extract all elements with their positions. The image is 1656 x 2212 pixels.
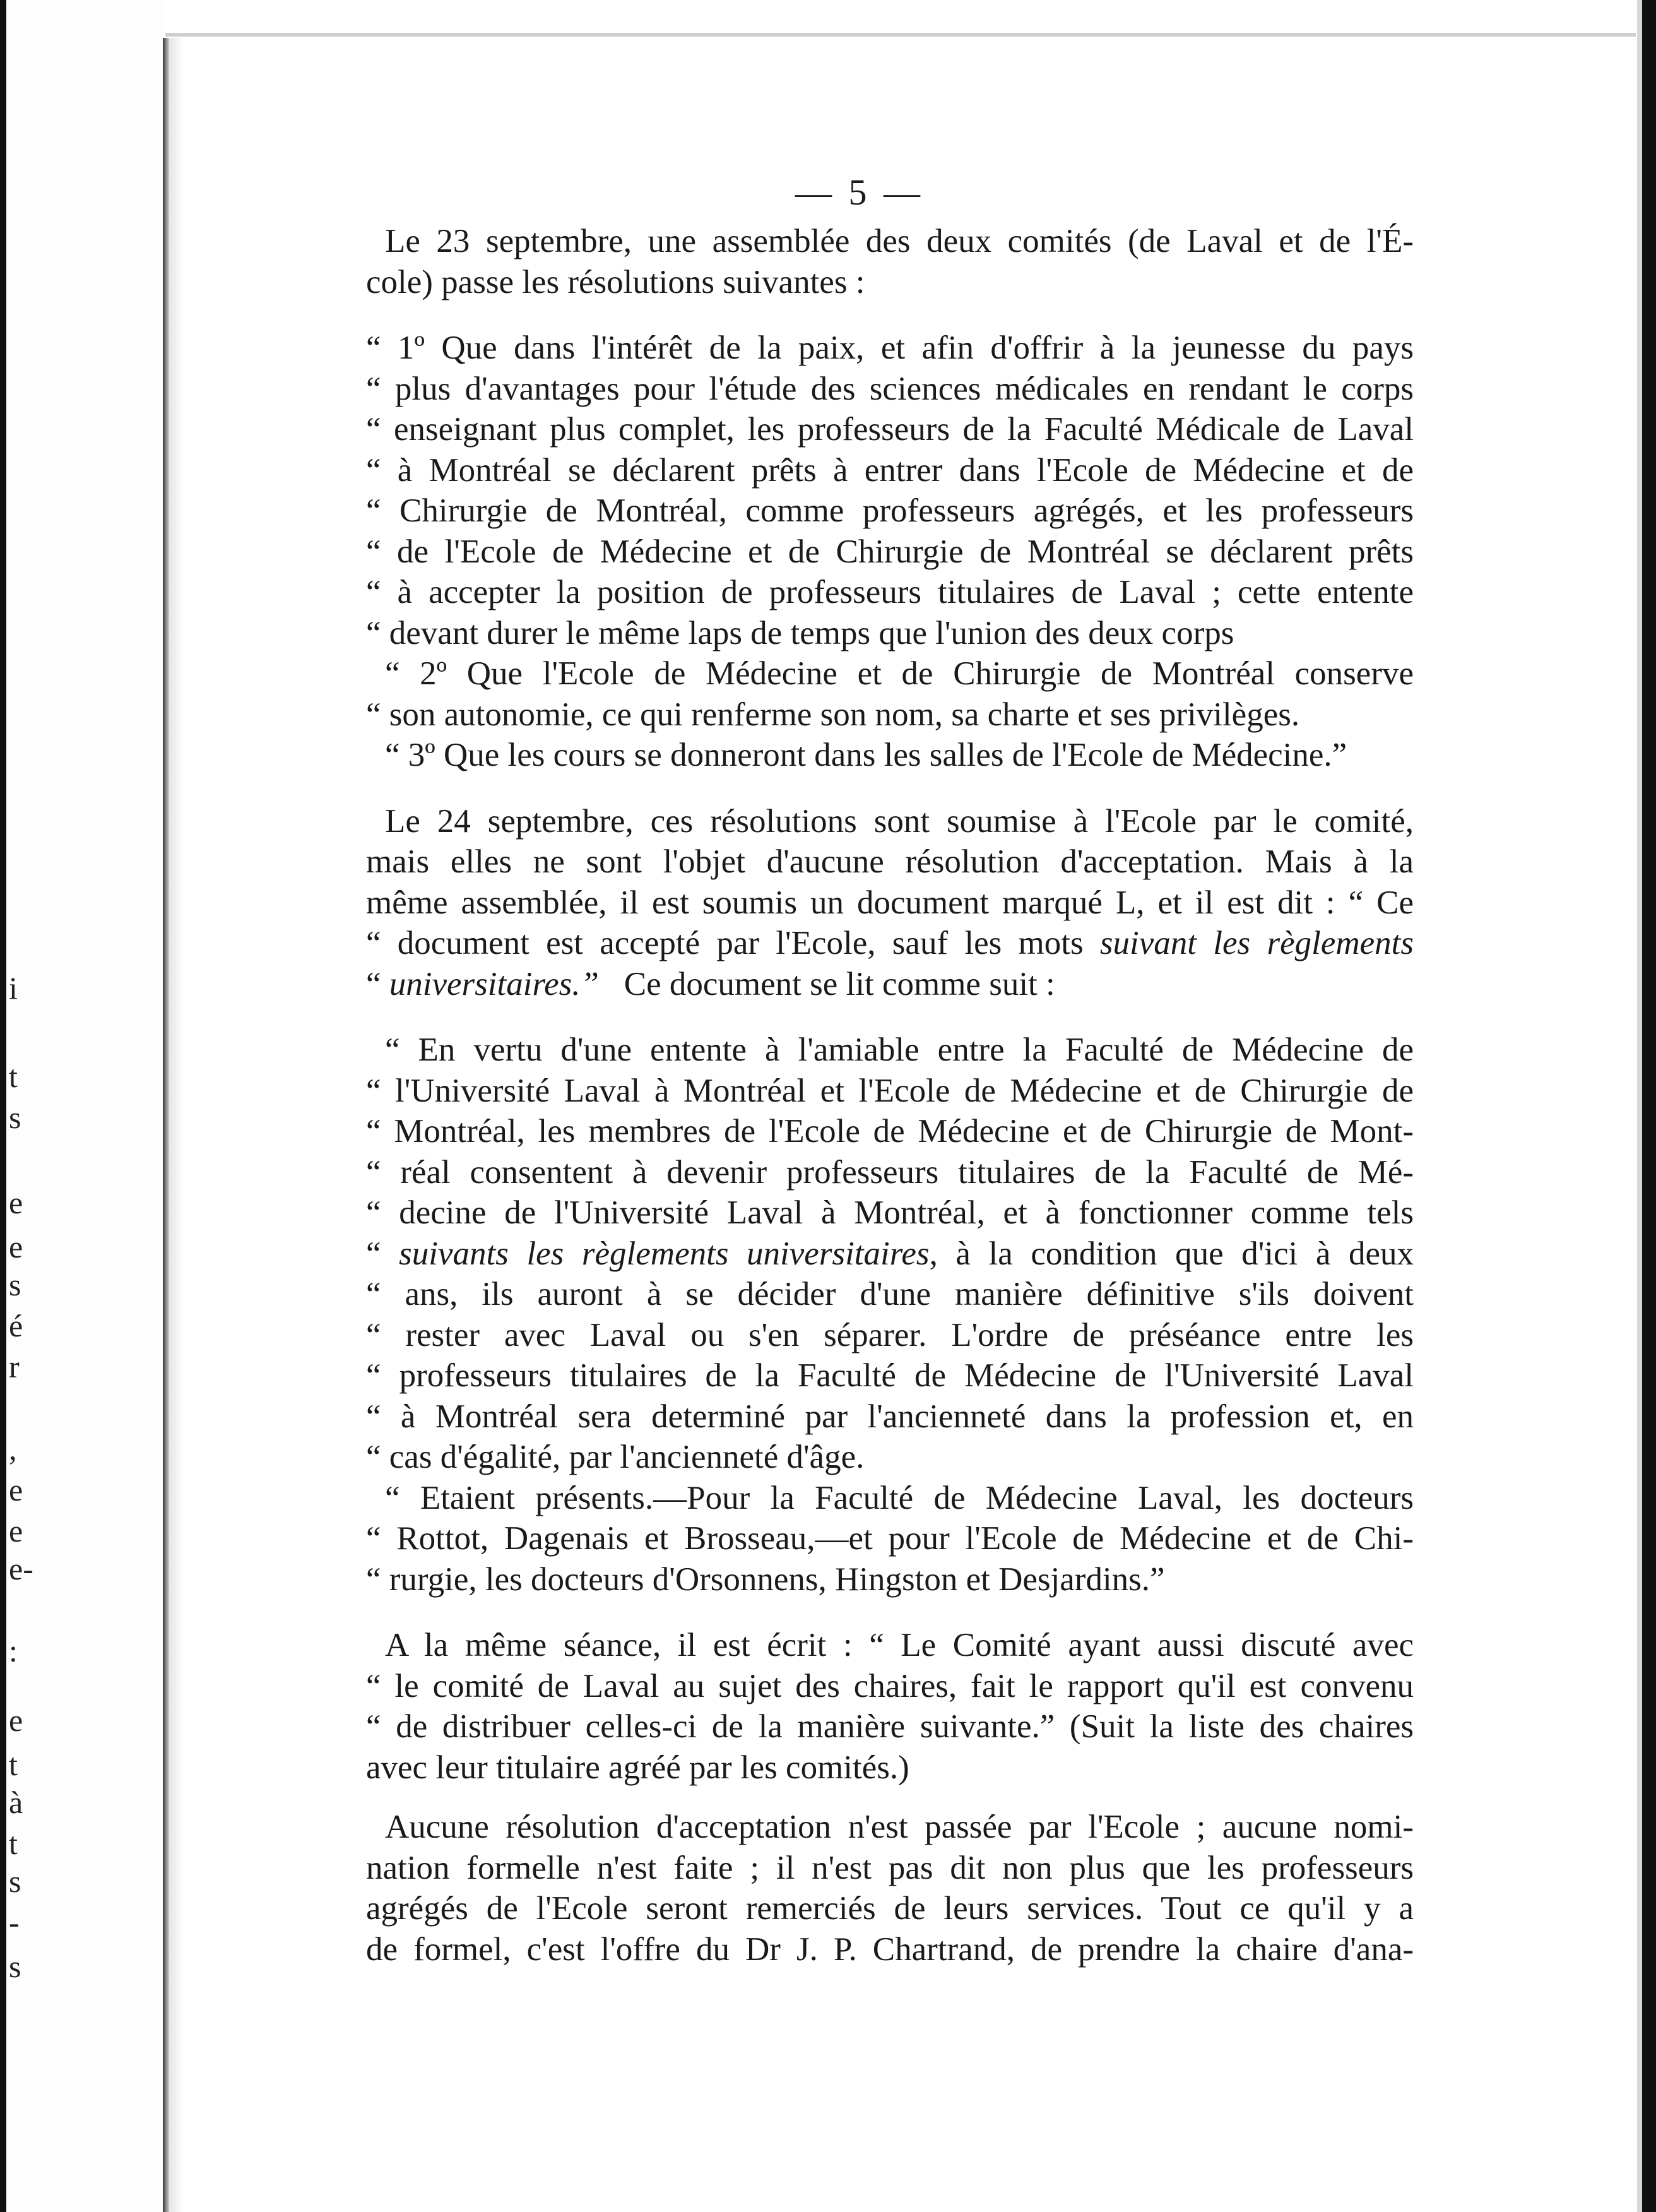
margin-char: s: [9, 1949, 21, 1984]
text-line: mais elles ne sont l'objet d'aucune résolution d'acceptation. Mais à la: [366, 843, 1414, 880]
margin-char: à: [9, 1785, 23, 1820]
margin-char: ,: [9, 1431, 17, 1466]
text-line: “ Etaient présents.—Pour la Faculté de Médecine Laval, les docteurs: [385, 1479, 1414, 1516]
margin-char: e: [9, 1513, 23, 1549]
text-line: de formel, c'est l'offre du Dr J. P. Chartrand, de prendre la chaire d'ana-: [366, 1930, 1414, 1968]
paragraph-same-session: [366, 1625, 1414, 1788]
text-line: cole) passe les résolutions suivantes :: [366, 263, 865, 300]
paragraph-resolutions: [366, 328, 1414, 776]
margin-char: e-: [9, 1551, 33, 1586]
margin-char: e: [9, 1185, 23, 1220]
page-number: — 5 —: [795, 172, 924, 213]
text-line: A la même séance, il est écrit : “ Le Comité ayant aussi discuté avec: [385, 1627, 1414, 1663]
text-line: “ de l'Ecole de Médecine et de Chirurgie de Montréal se déclarent prêts: [366, 533, 1414, 570]
text-line: “ à Montréal se déclarent prêts à entrer dans l'Ecole de Médecine et de: [366, 451, 1414, 489]
margin-char: s: [9, 1100, 21, 1135]
text-line: “ rester avec Laval ou s'en séparer. L'ordre de préséance entre les: [366, 1316, 1414, 1353]
text-line: agrégés de l'Ecole seront remerciés de leurs services. Tout ce qu'il y a: [366, 1890, 1414, 1927]
margin-char: é: [9, 1308, 23, 1343]
text-line: “ universitaires.” Ce document se lit comme suit :: [366, 965, 1055, 1002]
page-body: [366, 221, 1414, 1970]
scan-right-border: [1642, 0, 1656, 2212]
margin-char: s: [9, 1267, 21, 1302]
paragraph-no-resolution: [366, 1807, 1414, 1970]
text-line: Le 23 septembre, une assemblée des deux comités (de Laval et de l'É-: [385, 223, 1414, 259]
margin-char: i: [9, 970, 18, 1006]
text-line: “ suivants les règlements universitaires, à la condition que d'ici à deux: [366, 1235, 1414, 1272]
margin-char: e: [9, 1703, 23, 1738]
text-line: “ Chirurgie de Montréal, comme professeurs agrégés, et les professeurs: [366, 492, 1414, 529]
text-line: “ le comité de Laval au sujet des chaires, fait le rapport qu'il est convenu: [366, 1667, 1414, 1704]
margin-char: t: [9, 1747, 18, 1782]
text-line: “ document est accepté par l'Ecole, sauf les mots suivant les règlements: [366, 925, 1414, 961]
text-line: Le 24 septembre, ces résolutions sont soumise à l'Ecole par le comité,: [385, 802, 1414, 840]
text-line: “ ans, ils auront à se décider d'une manière définitive s'ils doivent: [366, 1276, 1414, 1312]
paragraph-sept-24: [366, 801, 1414, 1005]
text-line: “ à Montréal sera determiné par l'ancienneté dans la profession et, en: [366, 1398, 1414, 1435]
page-right-edge: [1637, 0, 1642, 2212]
margin-char: e: [9, 1472, 23, 1507]
text-line: “ 3º Que les cours se donneront dans les salles de l'Ecole de Médecine.”: [385, 737, 1347, 773]
margin-char: e: [9, 1229, 23, 1264]
text-line: même assemblée, il est soumis un document marqué L, et il est dit : “ Ce: [366, 884, 1414, 921]
text-line: nation formelle n'est faite ; il n'est pas dit non plus que les professeurs: [366, 1849, 1414, 1886]
text-line: “ 1º Que dans l'intérêt de la paix, et afin d'offrir à la jeunesse du pays: [366, 330, 1414, 366]
text-line: “ enseignant plus complet, les professeurs de la Faculté Médicale de Laval: [366, 411, 1414, 448]
text-line: “ plus d'avantages pour l'étude des sciences médicales en rendant le corps: [366, 370, 1414, 407]
text-line: “ Montréal, les membres de l'Ecole de Médecine et de Chirurgie de Mont-: [366, 1113, 1414, 1150]
text-line: “ à accepter la position de professeurs titulaires de Laval ; cette entente: [366, 574, 1414, 610]
text-line: “ réal consentent à devenir professeurs titulaires de la Faculté de Mé-: [366, 1153, 1414, 1191]
text-line: “ cas d'égalité, par l'ancienneté d'âge.: [366, 1439, 865, 1475]
text-line: “ decine de l'Université Laval à Montréal, et à fonctionner comme tels: [366, 1194, 1414, 1231]
text-line: “ En vertu d'une entente à l'amiable entre la Faculté de Médecine de: [385, 1032, 1414, 1068]
text-line: avec leur titulaire agréé par les comités.): [366, 1749, 909, 1786]
text-line: “ l'Université Laval à Montréal et l'Ecole de Médecine et de Chirurgie de: [366, 1072, 1414, 1109]
margin-char: t: [9, 1059, 18, 1094]
margin-char: :: [9, 1633, 18, 1668]
margin-char: s: [9, 1864, 21, 1899]
text-line: “ de distribuer celles-ci de la manière suivante.” (Suit la liste des chaires: [366, 1708, 1414, 1745]
text-line: “ professeurs titulaires de la Faculté de Médecine de l'Université Laval: [366, 1357, 1414, 1394]
margin-char: t: [9, 1826, 18, 1861]
book-gutter: [163, 38, 169, 2212]
text-line: “ devant durer le même laps de temps que l'union des deux corps: [366, 614, 1234, 651]
page-top-edge: [165, 33, 1636, 37]
paragraph-intro: [366, 221, 1414, 302]
text-line: “ son autonomie, ce qui renferme son nom, sa charte et ses privilèges.: [366, 696, 1300, 733]
paragraph-document-l: [366, 1030, 1414, 1600]
text-line: “ rurgie, les docteurs d'Orsonnens, Hingston et Desjardins.”: [366, 1561, 1165, 1598]
text-line: “ 2º Que l'Ecole de Médecine et de Chirurgie de Montréal conserve: [385, 655, 1414, 692]
text-line: Aucune résolution d'acceptation n'est passée par l'Ecole ; aucune nomi-: [385, 1809, 1414, 1845]
gutter-shadow: [169, 38, 184, 2212]
margin-char: r: [9, 1349, 20, 1384]
text-line: “ Rottot, Dagenais et Brosseau,—et pour l'Ecole de Médecine et de Chi-: [366, 1520, 1414, 1557]
margin-char: -: [9, 1905, 20, 1940]
previous-page-margin-text: [0, 0, 33, 2212]
